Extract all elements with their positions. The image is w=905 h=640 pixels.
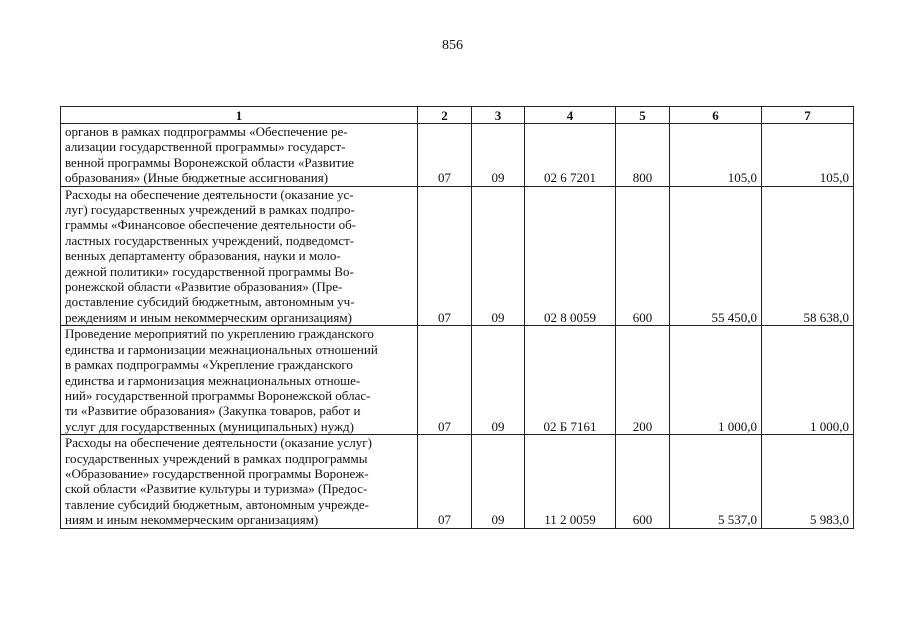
description-line: доставление субсидий бюджетным, автономным уч- [65,294,355,310]
description-line: ниям и иным некоммерческим организациям) [65,512,319,528]
section-code: 07 [418,124,472,187]
description-line: образования» (Иные бюджетные ассигнования) [65,170,329,186]
description-line: Расходы на обеспечение деятельности (оказание услуг) [65,435,372,451]
amount-year-2: 58 638,0 [762,186,854,326]
description-line: единства и гармонизация межнациональных отноше- [65,372,361,388]
description-line: ти «Развитие образования» (Закупка товаров, работ и [65,403,361,419]
table-row [61,435,854,528]
amount-year-1: 5 537,0 [670,435,762,528]
amount-year-2: 1 000,0 [762,326,854,435]
description-line: реждениям и иным некоммерческим организациям) [65,309,352,325]
table-row [61,124,854,187]
amount-year-1: 55 450,0 [670,186,762,326]
description-line: ской области «Развитие культуры и туризма» (Предос- [65,481,368,497]
row-description [61,124,418,187]
row-description [61,186,418,326]
description-line: государственных учреждений в рамках подпрограммы [65,450,368,466]
description-line: «Образование» государственной программы Воронеж- [65,465,369,481]
target-article-code: 02 6 7201 [525,124,616,187]
description-line: ронежской области «Развитие образования» (Пре- [65,279,343,295]
description-line: венных департаменту образования, науки и моло- [65,248,341,264]
subsection-code: 09 [472,326,525,435]
subsection-code: 09 [472,124,525,187]
description-line: ластных государственных учреждений, подведомст- [65,232,355,248]
header-col-1: 1 [61,107,418,124]
description-line: ний» государственной программы Воронежской облас- [65,387,371,403]
expense-type-code: 800 [616,124,670,187]
header-col-2: 2 [418,107,472,124]
description-line: ализации государственной программы» государст- [65,139,346,155]
table-row [61,326,854,435]
subsection-code: 09 [472,435,525,528]
amount-year-2: 105,0 [762,124,854,187]
header-col-7: 7 [762,107,854,124]
description-line: Расходы на обеспечение деятельности (оказание ус- [65,186,354,202]
description-line: венной программы Воронежской области «Развитие [65,154,355,170]
expense-type-code: 200 [616,326,670,435]
row-description [61,326,418,435]
page-number: 856 [442,38,463,53]
description-line: тавление субсидий бюджетным, автономным учрежде- [65,496,369,512]
description-line: в рамках подпрограммы «Укрепление гражданского [65,357,353,373]
section-code: 07 [418,186,472,326]
description-line: луг) государственных учреждений в рамках подпро- [65,202,355,218]
subsection-code: 09 [472,186,525,326]
header-col-3: 3 [472,107,525,124]
expense-type-code: 600 [616,186,670,326]
description-line: Проведение мероприятий по укреплению гражданского [65,326,374,342]
header-col-5: 5 [616,107,670,124]
budget-table [60,106,854,529]
table-row [61,186,854,326]
description-line: дежной политики» государственной программы Во- [65,263,354,279]
expense-type-code: 600 [616,435,670,528]
header-row [61,107,854,124]
target-article-code: 02 8 0059 [525,186,616,326]
amount-year-1: 105,0 [670,124,762,187]
amount-year-2: 5 983,0 [762,435,854,528]
target-article-code: 11 2 0059 [525,435,616,528]
description-line: услуг для государственных (муниципальных) нужд) [65,418,354,434]
description-line: граммы «Финансовое обеспечение деятельности об- [65,217,357,233]
target-article-code: 02 Б 7161 [525,326,616,435]
description-line: единства и гармонизации межнациональных отношений [65,341,378,357]
header-col-6: 6 [670,107,762,124]
header-col-4: 4 [525,107,616,124]
section-code: 07 [418,435,472,528]
amount-year-1: 1 000,0 [670,326,762,435]
description-line: органов в рамках подпрограммы «Обеспечение ре- [65,124,348,139]
row-description [61,435,418,528]
section-code: 07 [418,326,472,435]
